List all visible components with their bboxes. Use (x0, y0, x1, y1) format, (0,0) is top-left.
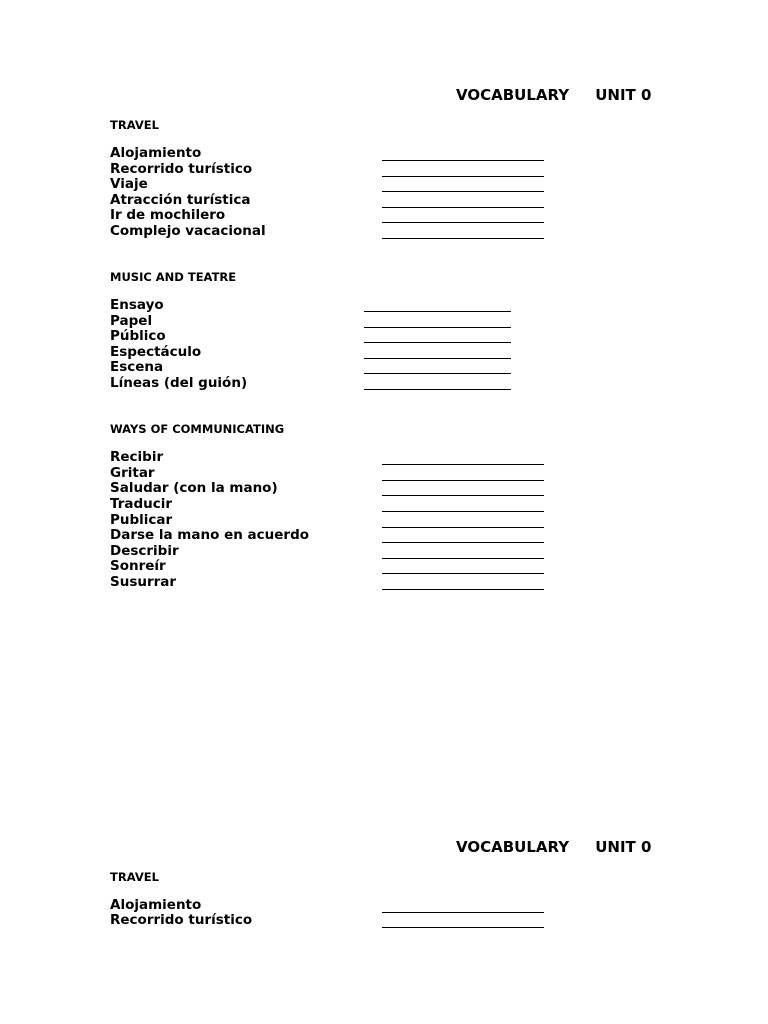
answer-blank[interactable] (382, 589, 544, 590)
vocab-row (110, 574, 570, 590)
vocab-word: Traducir (110, 496, 173, 512)
vocab-word: Gritar (110, 465, 155, 481)
vocab-word: Atracción turística (110, 192, 251, 208)
vocab-row (110, 344, 570, 360)
vocab-row (110, 223, 570, 239)
vocab-row (110, 313, 570, 329)
answer-blank[interactable] (364, 373, 511, 374)
vocab-row (110, 512, 570, 528)
vocab-word: Escena (110, 359, 164, 375)
vocab-row (110, 543, 570, 559)
vocab-word: Sonreír (110, 558, 166, 574)
vocab-row (110, 161, 570, 177)
vocab-row (110, 527, 570, 543)
vocab-word: Publicar (110, 512, 173, 528)
answer-blank[interactable] (382, 927, 544, 928)
vocab-word: Papel (110, 313, 153, 329)
vocab-row (110, 176, 570, 192)
vocab-word: Alojamiento (110, 897, 202, 913)
page-header (456, 86, 651, 104)
vocabulary-heading: VOCABULARY (456, 838, 570, 856)
vocab-row (110, 480, 570, 496)
vocab-row (110, 496, 570, 512)
vocabulary-heading: VOCABULARY (456, 86, 570, 104)
vocab-word: Describir (110, 543, 179, 559)
vocab-word: Viaje (110, 176, 148, 192)
vocab-word: Líneas (del guión) (110, 375, 248, 391)
answer-blank[interactable] (364, 342, 511, 343)
vocab-row (110, 359, 570, 375)
vocab-row (110, 897, 570, 913)
vocab-word: Complejo vacacional (110, 223, 266, 239)
vocab-row (110, 192, 570, 208)
vocab-word: Público (110, 328, 166, 344)
unit-heading: UNIT 0 (595, 86, 652, 104)
vocab-row (110, 912, 570, 928)
vocab-row (110, 297, 570, 313)
vocab-row (110, 145, 570, 161)
vocab-row (110, 207, 570, 223)
vocab-word: Darse la mano en acuerdo (110, 527, 310, 543)
answer-blank[interactable] (364, 311, 511, 312)
vocab-word: Ensayo (110, 297, 164, 313)
section-title-ways-of-communicating: WAYS OF COMMUNICATING (110, 422, 285, 436)
unit-heading: UNIT 0 (595, 838, 652, 856)
page-header (456, 838, 651, 856)
vocab-row (110, 465, 570, 481)
vocab-word: Saludar (con la mano) (110, 480, 278, 496)
answer-blank[interactable] (364, 389, 511, 390)
answer-blank[interactable] (382, 238, 544, 239)
vocab-word: Recorrido turístico (110, 161, 253, 177)
vocab-word: Recorrido turístico (110, 912, 253, 928)
vocab-row (110, 558, 570, 574)
section-title-travel: TRAVEL (110, 870, 159, 884)
vocab-row (110, 375, 570, 391)
section-title-travel: TRAVEL (110, 118, 159, 132)
section-title-music-and-teatre: MUSIC AND TEATRE (110, 270, 237, 284)
vocab-word: Alojamiento (110, 145, 202, 161)
vocab-word: Espectáculo (110, 344, 202, 360)
vocab-word: Susurrar (110, 574, 177, 590)
vocab-row (110, 449, 570, 465)
vocab-row (110, 328, 570, 344)
vocab-word: Ir de mochilero (110, 207, 226, 223)
vocab-word: Recibir (110, 449, 164, 465)
